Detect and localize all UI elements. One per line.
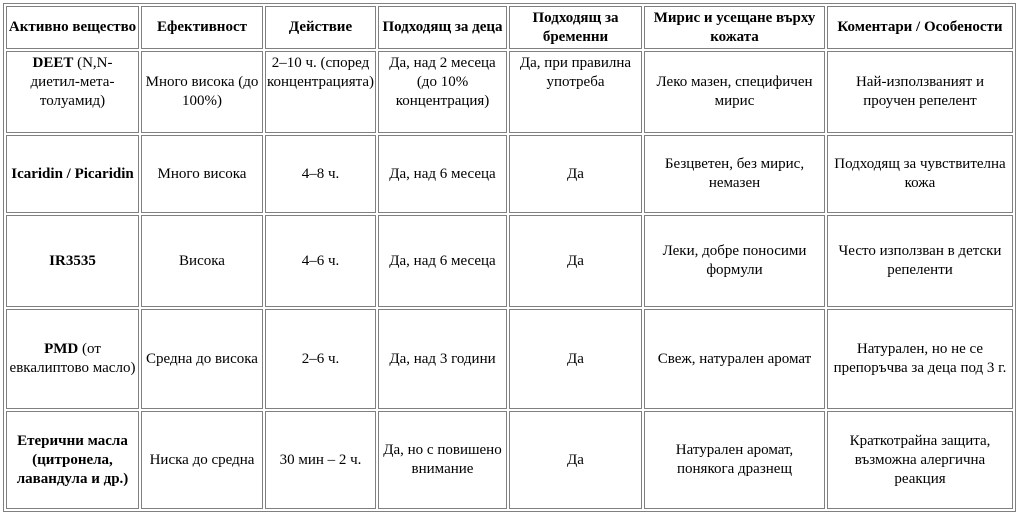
duration-cell: 4–6 ч.	[265, 215, 376, 307]
header-smell: Мирис и усещане върху кожата	[644, 6, 825, 49]
smell-cell: Леко мазен, специфичен мирис	[644, 51, 825, 133]
smell-cell: Безцветен, без мирис, немазен	[644, 135, 825, 213]
header-efficacy: Ефективност	[141, 6, 263, 49]
substance-cell	[6, 411, 139, 509]
duration-cell: 2–10 ч. (според концентрацията)	[265, 51, 376, 133]
header-comments: Коментари / Особености	[827, 6, 1013, 49]
table-row	[6, 309, 1013, 409]
smell-cell: Леки, добре поносими формули	[644, 215, 825, 307]
header-children: Подходящ за деца	[378, 6, 507, 49]
children-cell: Да, но с повишено внимание	[378, 411, 507, 509]
substance-note: (N,N-диетил-мета-толуамид)	[30, 55, 115, 109]
duration-cell: 30 мин – 2 ч.	[265, 411, 376, 509]
substance-cell	[6, 215, 139, 307]
comments-cell: Натурален, но не се препоръчва за деца под 3 г.	[827, 309, 1013, 409]
table-row	[6, 135, 1013, 213]
comments-cell: Често използван в детски репеленти	[827, 215, 1013, 307]
substance-name: Icaridin / Picaridin	[11, 165, 134, 182]
substance-cell	[6, 309, 139, 409]
pregnant-cell: Да	[509, 309, 642, 409]
substance-name: Етерични масла (цитронела, лавандула и др.)	[16, 432, 129, 487]
children-cell: Да, над 3 години	[378, 309, 507, 409]
table-row	[6, 51, 1013, 133]
substance-name: DEET	[32, 55, 74, 71]
efficacy-cell: Много висока (до 100%)	[141, 51, 263, 133]
substance-cell	[6, 135, 139, 213]
pregnant-cell: Да	[509, 411, 642, 509]
comments-cell: Подходящ за чувствителна кожа	[827, 135, 1013, 213]
repellent-comparison-table	[3, 3, 1016, 512]
efficacy-cell: Много висока	[141, 135, 263, 213]
efficacy-cell: Висока	[141, 215, 263, 307]
comments-cell: Краткотрайна защита, възможна алергична реакция	[827, 411, 1013, 509]
children-cell: Да, над 6 месеца	[378, 215, 507, 307]
substance-name: IR3535	[49, 252, 96, 269]
comments-cell: Най-използваният и проучен репелент	[827, 51, 1013, 133]
substance-note: (от евкалиптово масло)	[9, 341, 136, 376]
efficacy-cell: Ниска до средна	[141, 411, 263, 509]
duration-cell: 4–8 ч.	[265, 135, 376, 213]
children-cell: Да, над 6 месеца	[378, 135, 507, 213]
efficacy-cell: Средна до висока	[141, 309, 263, 409]
header-duration: Действие	[265, 6, 376, 49]
header-substance: Активно вещество	[6, 6, 139, 49]
pregnant-cell: Да, при правилна употреба	[509, 51, 642, 133]
header-row	[6, 6, 1013, 49]
duration-cell: 2–6 ч.	[265, 309, 376, 409]
pregnant-cell: Да	[509, 135, 642, 213]
substance-cell	[6, 51, 139, 133]
substance-name: PMD	[44, 341, 79, 357]
smell-cell: Свеж, натурален аромат	[644, 309, 825, 409]
table-row	[6, 215, 1013, 307]
children-cell: Да, над 2 месеца (до 10% концентрация)	[378, 51, 507, 133]
table-row	[6, 411, 1013, 509]
smell-cell: Натурален аромат, понякога дразнещ	[644, 411, 825, 509]
header-pregnant: Подходящ за бременни	[509, 6, 642, 49]
pregnant-cell: Да	[509, 215, 642, 307]
